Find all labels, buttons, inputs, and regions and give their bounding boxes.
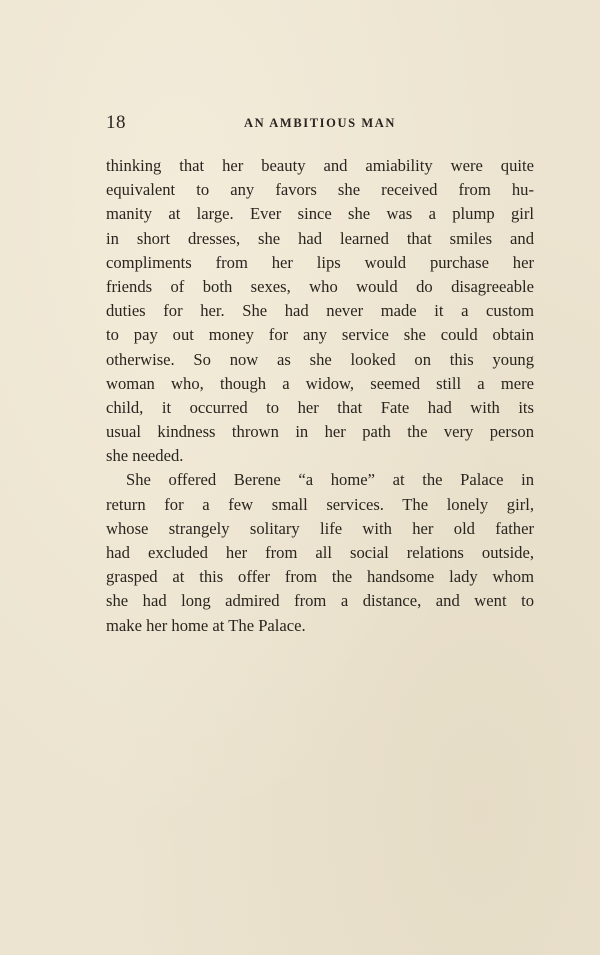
page-number: 18 <box>106 112 126 133</box>
text-line: compliments from her lips would purchase her <box>106 252 534 272</box>
text-line: whose strangely solitary life with her old father <box>106 518 534 538</box>
text-line: to pay out money for any service she could obtain <box>106 325 534 345</box>
text-line: return for a few small services. The lonely girl, <box>106 494 534 514</box>
text-line: woman who, though a widow, seemed still a mere <box>106 373 534 393</box>
text-line: in short dresses, she had learned that smiles and <box>106 228 534 248</box>
text-line: had excluded her from all social relations outside, <box>106 543 534 562</box>
text-line: otherwise. So now as she looked on this young <box>106 349 534 369</box>
text-line: grasped at this offer from the handsome lady whom <box>106 567 534 587</box>
running-title: AN AMBITIOUS MAN <box>244 116 396 130</box>
page-header <box>106 112 534 138</box>
text-line: usual kindness thrown in her path the very person <box>106 422 534 442</box>
text-line: child, it occurred to her that Fate had with its <box>106 397 534 417</box>
text-line: make her home at The Palace. <box>106 615 306 635</box>
text-line: manity at large. Ever since she was a plump girl <box>106 204 534 224</box>
body-text <box>106 154 534 638</box>
text-line: equivalent to any favors she received from hu- <box>106 180 534 200</box>
text-line: she needed. <box>106 446 184 466</box>
text-line: She offered Berene “a home” at the Palace in <box>126 470 534 490</box>
text-line: thinking that her beauty and amiability were quite <box>106 156 534 175</box>
text-line: she had long admired from a distance, and went to <box>106 591 534 611</box>
text-line: friends of both sexes, who would do disagreeable <box>106 276 534 296</box>
text-line: duties for her. She had never made it a custom <box>106 301 534 321</box>
